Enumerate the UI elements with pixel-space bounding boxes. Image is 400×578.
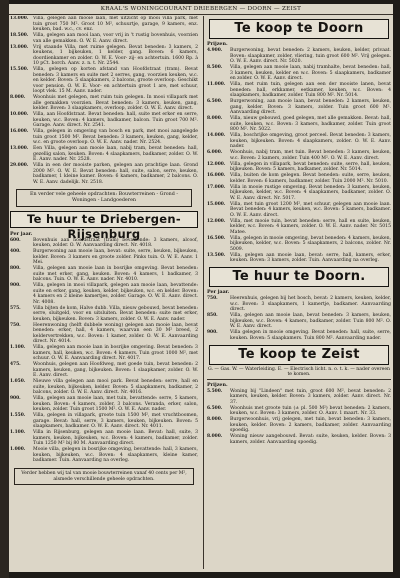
listing-item [10, 447, 198, 464]
listing-price: 16.500. [207, 235, 226, 241]
listing-price: 4.900. [207, 48, 223, 53]
listing-item [207, 82, 391, 99]
listings-huur-driebergen [10, 238, 198, 465]
listing-price: 5.500. [207, 388, 223, 394]
listing-item [207, 434, 391, 445]
listings-koop-driebergen [10, 16, 198, 186]
listing-item [207, 65, 391, 82]
listing-item [10, 323, 198, 345]
listing-text: Villa, gelegen aan mooie laan in bosrijke omgeving. Bevat beneden: suite met erker, gang, keuken. Boven: 4 kamers, 1 badkamer, 3 balcons. Tuin. O. W. E. Aanv. nader. Nr. 4010. [33, 266, 198, 282]
listing-price: 8.000. [207, 434, 223, 439]
listing-price: 10.000. [10, 112, 29, 117]
listing-text: Villa, gelegen aan mooie laan, bevat: serre, hall, kamers, erker, keuken. Boven: 3 kamers, zolder. Tuin. Aanvaarding na overleg. [230, 252, 391, 263]
listing-price: 13.000. [10, 146, 29, 151]
listing-item [207, 417, 391, 434]
listing-price: 15.000. [207, 201, 226, 207]
listing-text: Heerenwoning (helft dubbele woning) gelegen aan mooie laan, bevat beneden: erker, hall, 4 kamers, waarvan een 30 M² breed, 2 keldervertrekken, w.c. Boven: 1 kamer, zolder. O. W. E. Aanvaarding direct. Nr. 4014. [33, 322, 198, 344]
listing-text: Villa, gelegen op korten afstand van Hoofdstraat (tram). Bevat beneden: 3 kamers en suite met 2 serres, gang, voorzien keuken, w.c. en kelder. Boven: 5 slaapkamers, 2 balcons, groote overloop. Geschikt voor pension. O. W. E. Voor- en achtertuin groot 1 are, met schuur, loopt vlek. 15 M. Aanv. nader. [33, 67, 198, 94]
listing-price: 900. [10, 396, 21, 401]
listing-text: Woning bij "Lindeen" met tuin, groot 600 M², bevat beneden: 2 kamers, keuken, kelder. Boven: 3 kamers, zolder. Aanv. direct. Nr. 37. [230, 388, 391, 405]
listing-text: Een Villa, gelegen aan mooie laan, nabij tram, bevat beneden: hall, gezellig salon, keuken. Boven: 4 slaapkamers, badkamer, zolder. O. W. E. Aanv. nader. Nr. 2528. [33, 146, 198, 162]
listing-price: 1.000. [10, 447, 26, 452]
listing-item [207, 202, 391, 219]
listing-text: Villa in mooie rustige omgeving. Bevat beneden: 3 kamers, keuken, bijkeuken, kelder, w.c. Boven: 4 slaapkamers, badkamer, zolder. O. W. E. Aanv. direct. Nr. 5017. [230, 184, 391, 201]
listing-item [10, 249, 198, 266]
listing-price: 29.000. [10, 163, 29, 168]
listing-separator [10, 464, 198, 465]
listing-item [10, 129, 198, 146]
listing-price: 6.500. [207, 99, 223, 104]
listing-price: 11.000. [207, 82, 226, 87]
listing-text: Villa, gelegen in mooie omgeving, bevat beneden: 4 kamers, keuken, bijkeuken, kelder, w.c. Boven: 5 slaapkamers, 2 balcons, zolder. Nr. 5009. [230, 235, 391, 252]
listing-text: Woonhuis, nabij tram, met tuin. Bevat beneden: 3 kamers, keuken, w.c. Boven: 2 kamers, zolder. Tuin 400 M². O. W. E. Aanv. direct. [230, 150, 391, 161]
listing-price: 475. [10, 362, 21, 367]
listing-text: Villa, gelegen in mooi villapark, gelegen aan mooie laan, bevattende: suite en erker, gang, keuken, kelder, bijkeuken, w.c. en kelder. Boven: 4 kamers en 2 kleine kamertjes, zolder. Garage. O. W. E. Aanv. direct. Nr. 4008. [33, 283, 198, 305]
listing-price: 900. [207, 330, 218, 335]
listing-text: Villa, gelegen aan mooi laan, voor vrij in 't rustig bovenhuis, voorzien van alle gemakken. O. W. E. Aanv. direct. [33, 33, 198, 44]
listing-item [207, 219, 391, 236]
other-assignments-notice: En verder vele geheele opdrachten: Bouwterreinen - Grond - Woningen - Landgoederen [16, 189, 192, 207]
huur-driebergen-title: Te huur te Driebergen-Rijsenburg [10, 211, 198, 228]
huur-doorn-title: Te huur te Doorn. [209, 267, 389, 287]
listing-text: Villa, gelegen in villapark, groote tuin 1500 M², met vruchtboomen, garage. Bevat: hall, serre, 3 kamers, keuken, bijkeuken. Boven: 5 slaapkamers, badkamer. O. W. E. Aanv. direct. Nr. 4011. [33, 413, 198, 429]
listing-separator [207, 445, 391, 446]
listing-text: Villa, gelegen aan mooie laan, nabij tramhalte, bevat beneden: hall, 3 kamers, keuken, kelder en w.c. Boven: 5 slaapkamers, badkamer en zolder. O. W. E. Aanv. direct. [230, 65, 391, 81]
listing-price: 16.000. [10, 129, 29, 134]
listing-price: 8.000. [207, 116, 223, 121]
per-jaar-label: Per jaar. [10, 230, 33, 237]
listing-item [207, 99, 391, 116]
listing-item [207, 389, 391, 406]
listing-text: Nieuwe villa gelegen aan mooi park. Bevat beneden: serre, hall en suite, keuken, bijkeuken, kelder. Boven: 5 slaapkamers, badkamer, 2 balcons, zolder. O. W. E. Aanv. direct. Nr. 4016. [33, 379, 198, 395]
listing-item [10, 45, 198, 67]
listing-text: Villa, gelegen aan mooie laan, met tuin, bevattende: serre, 5 kamers, keuken. Boven: 4 kamers, zolder, 3 balcons. Veranda, erker, salon, keuken, zolder. Tuin groot 1500 M². O. W. E. Aanv. nader. [33, 396, 198, 412]
listing-item [10, 163, 198, 185]
listing-text: Villa, met ruim tuin, gelegen aan een der mooiste lanen, bevat beneden: hall, erkkamer, eetkamer, keuken, w.c. Boven: 4 slaapkamers, badkamer, zolder. Tuin 800 M². Nr. 5014. [230, 82, 391, 98]
koop-doorn-title: Te koop te Doorn [209, 19, 389, 39]
listing-text: Woonhuis met groote tuin (± pl. 500 M²) bevat beneden: 2 kamers, keuken, w.c. Boven: 3 kamers, zolder. O. Aanv. 1 maart. Nr. 33. [230, 405, 391, 416]
abbreviation-legend: G. — Gas. W. — Waterleiding. E. — Electrisch licht. n. o. t. k. — nader overeen te komen. [207, 367, 391, 380]
listing-price: 14.000. [207, 133, 226, 138]
listing-text: Burgerwoonhuis, vrij gelegen, met tuin, bevat beneden: 3 kamers, keuken, kelder. Boven: 2 kamers, badkamer, zolder. Aanvaarding spoedig. [230, 417, 391, 433]
listing-text: Villa, boschrijke omgeving, groot perceel. Bevat beneden: 3 kamers, keuken, bijkeuken. Boven: 4 slaapkamers, zolder. O. W. E. Aanv. nader. [230, 133, 391, 149]
listing-text: Villa bijten de kom, Halve dubb. Villa, nieuw gebouwd, bevat beneden: serre, sluitgeld, voor en uitsluiten. Bevat beneden: suite met erker, keuken, bijkeuken. Boven: 3 kamers, zolder. O. W. E. Aanv. nader. [33, 305, 198, 322]
listing-price: 400. [10, 249, 21, 254]
listing-item [207, 236, 391, 253]
listing-item [207, 253, 391, 264]
listing-item [10, 16, 198, 33]
listing-text: Villa, gelegen aan mooie laan in bosrijke omgeving. Bevat beneden: 3 kamers, hall, keuken, w.c. Boven: 4 kamers. Tuin groot 1000 M², met schuur. O. W. E. Aanvaarding direct. Nr. 4017. [33, 345, 198, 361]
listing-price: 15.500. [10, 67, 29, 72]
listing-price: 900. [10, 283, 21, 288]
listing-item [207, 185, 391, 202]
masthead: KRAAL'S WONINGCOURANT DRIEBERGEN — DOORN — ZEIST [9, 4, 393, 15]
listing-text: Villa, nieuw gebouwd, goed gelegen, met alle gemakken. Bevat: hall, suite, keuken, w.c. Boven: 3 kamers, badkamer, zolder. Tuin groot 800 M². Nr. 5022. [230, 116, 391, 132]
koop-zeist-title: Te koop te Zeist [209, 345, 389, 365]
listing-item [10, 396, 198, 413]
listing-price: 13.500. [207, 252, 226, 258]
listing-text: Woning nieuw aangebouwd. Bevat: suite, keuken, kelder. Boven: 3 kamers, zolder. Aanvaarding spoedig. [230, 434, 391, 445]
listing-text: Villa, gelegen in omgeving van bosch en park, met mooi aangelegde tuin groot 1500 M². Bevat beneden: 3 kamers, keuken, gang, kelder, w.c. en groote overloop. O. W. E. Aanv. nader. Nr. 2524. [33, 129, 198, 145]
listing-price: 600. [10, 237, 21, 243]
listing-item [10, 238, 198, 249]
listing-item [207, 150, 391, 161]
listing-item [10, 413, 198, 430]
listing-price: 1.100. [10, 430, 26, 435]
listing-item [10, 112, 198, 129]
listing-item [10, 33, 198, 44]
listing-item [10, 345, 198, 362]
listing-item [207, 296, 391, 313]
listing-price: 13.000. [10, 44, 29, 50]
listing-text: Heerenhuis, gelegen bij het bosch, bevat: 2 kamers, keuken, kelder, w.c. Boven: 3 slaapkamers, 1 kamertje, badkamer. Aanvaarding direct. [230, 296, 391, 312]
listing-text: Burgerwoning, bevat beneden: 2 kamers, keuken, kelder, privaat. Boven: slaapkamer, zolder, vliering, tuin groot 600 M². Vrij gelegen. O. W. E. Aanv. direct. Nr. 5020. [230, 48, 391, 64]
listing-item [10, 266, 198, 283]
listing-text: Woonhuis met gelegen, met ruim tuin gelegen. In mooi villapark met alle gemakken voorzien. Bevat beneden: 3 kamers, keuken, gang, kelder. Boven: 3 slaapkamers, overloop, zolder. O. W. E. Aanv. direct. [33, 95, 198, 111]
listing-separator [207, 341, 391, 342]
listing-price: 6.500. [207, 405, 223, 411]
listing-item [10, 306, 198, 323]
listing-text: Villa, gelegen aan mooie laan, met uitzicht op mooi villa park, met tuin groot 750 M². Groot 10 M², schuurtje, garage, 9 kamers, enz. keuken, bad. w.c., cv. enz. [33, 16, 198, 32]
listings-huur-doorn [207, 296, 391, 342]
listing-price: 8.000. [207, 417, 223, 422]
listing-item [10, 146, 198, 163]
per-jaar-label-doorn: Per jaar. [207, 289, 230, 295]
listing-price: 1.050. [10, 379, 26, 384]
listing-price: 16.000. [207, 173, 226, 178]
footer-note: Verder hebben wij tal van mooie bouwterreinen vanaf 40 cents per M², alsmede verschillende geheele opdrachten. [14, 468, 194, 485]
listing-item [207, 162, 391, 173]
listing-item [207, 48, 391, 65]
listing-text: Villa gelegen in mooie omgeving. Bevat beneden: hall, suite, serre, keuken. Boven: 5 slaapkamers. Tuin 800 M². Aanvaarding nader. [230, 330, 391, 341]
listing-item [10, 379, 198, 396]
listing-price: 8.000. [10, 95, 26, 100]
left-column [10, 16, 198, 569]
listings-koop-doorn [207, 48, 391, 264]
listing-price: 850. [207, 313, 218, 318]
listing-price: 13.000. [10, 16, 29, 21]
listing-item [207, 406, 391, 417]
listing-price: 12.000. [207, 218, 226, 224]
listing-price: 800. [10, 266, 21, 271]
listing-price: 575. [10, 305, 21, 311]
listing-text: Villa, aan Hoofdstraat. Bevat beneden: hall, suite met erker en serre, keuken, w.c. Boven: 4 kamers, badkamer, balcon. Tuin groot 700 M². Garage. Aanv. direct. Nr. 2541. [33, 112, 198, 128]
listing-text: Mooie villa, gelegen in bosrijke omgeving, bevattende: hall, 3 kamers, keuken, bijkeuken, w.c. Boven: 4 slaapkamers, kleine kamer, badkamer. Tuin. Aanvaarding na overleg. [33, 447, 198, 463]
listing-separator [10, 185, 198, 186]
listing-item [10, 362, 198, 379]
listing-price: 18.500. [10, 33, 29, 38]
listing-text: Woonhuis, gelegen aan Hoofdweg, met goede tuin, bevat beneden: 2 kamers, keuken, gang, bijkeuken. Boven: 1 slaapkamer, zolder. O. W. E. Aanv. direct. [33, 362, 198, 378]
listing-price: 6.000. [207, 150, 223, 155]
listing-item [10, 67, 198, 95]
listing-text: Villa, buiten de kom gelegen. Bevat beneden: suite, serre, keuken, kelder. Boven: 6 kamers, badkamer, zolder. Tuin 2000 M². Nr. 5010. [230, 173, 391, 184]
listing-item [10, 283, 198, 305]
listing-item [207, 173, 391, 184]
listing-price: 1.100. [10, 345, 26, 350]
listing-text: Villa, met tuin groot 1200 M², met schuur, gelegen aan mooie laan. Bevat beneden: 4 kamers, keuken, w.c. Boven: 5 kamers, badkamer. O. W. E. Aanv. direct. [230, 201, 391, 218]
listing-text: Burgerwoning aan mooie laan, bevat: suite, serre, keuken, bijkeuken, kelder. Boven: 3 kamers en groote zolder. Pinks tuin. O. W. E. Aanv. 1 Mei. [33, 249, 198, 265]
listing-text: Villa, met mooie tuin, bevat beneden: serre, hall en suite, keuken, kelder, w.c. Boven: 4 kamers, zolder. O. W. E. Aanv. nader. Nr. 5015 Matee. [230, 218, 391, 235]
listing-text: Vrij staande Villa, met ruime gelegen. Bevat beneden: 3 kamers, 2 keukens, 1 bijkeuken, 1 kelder, gang. Boven: 6 kamers, doordienkamer en zolder. O. W. E. Voor- zij- en achtertuin. 1600 Rp. à 10 pCt. borch. Aanv. z. n. t. Nr. 2544. [33, 44, 198, 66]
listing-price: 750. [207, 296, 218, 301]
listing-text: Burgerwoning, aan mooie laan, bevat beneden: 2 kamers, keuken, gang, kelder. Boven: 3 kamers, zolder. Tuin groot 600 M². Aanvaarding direct. [230, 99, 391, 115]
right-column [203, 16, 391, 569]
prijzen-label-zeist: Prijzen. [207, 381, 228, 388]
listing-price: 1.550. [10, 413, 26, 418]
listing-price: 12.000. [207, 161, 226, 167]
listing-item [207, 116, 391, 133]
listing-price: 17.000. [207, 184, 226, 190]
listing-item [207, 313, 391, 330]
listings-koop-zeist [207, 389, 391, 446]
listing-text: Villa, gelegen in villapark, bevat beneden: suite, serre, hall, keuken, bijkeuken. Boven: 5 kamers, badkamer, zolder. Nr. 5014. [230, 161, 391, 172]
listing-price: 8.500. [207, 65, 223, 70]
newspaper-page [9, 4, 393, 572]
listing-separator [207, 264, 391, 265]
prijzen-label: Prijzen. [207, 41, 228, 47]
page-binding [0, 0, 9, 578]
listing-item [10, 95, 198, 112]
listing-text: Villa, gelegen aan mooie laan, bevat beneden: 3 kamers, keuken, bijkeuken, w.c. Boven: 4 kamers, badkamer, zolder. Tuin 800 M². O. W. E. Aanv. direct. [230, 313, 391, 329]
listing-item [207, 330, 391, 341]
listing-item [207, 133, 391, 150]
listing-price: 750. [10, 322, 21, 328]
listing-text: Villa in Rijsenburg, gelegen aan mooie laan. Bevat: hall, suite, 3 kamers, keuken, bijkeuken, w.c. Boven: 4 kamers, badkamer, zolder. Tuin 1250 M² bij 80 M. Aanvaarding direct. [33, 430, 198, 446]
listing-item [10, 430, 198, 447]
listing-text: Villa in een der mooiste parken, gelegen aan prachtige laan. Grond 2000 M². O. W. E. Bevat beneden: hall, suite, salon, serre, keuken, badkamer, 1 kleine kamer. Boven: 6 kamers, badkamer, 2 balcons. O. W. E. Aanv. dadelijk. Nr. 2518. [33, 163, 198, 185]
listing-text: Bovenhuis aan hoofdstraat (tram) bevattende: 3 kamers, alcoof, keuken, zolder. O. W. Aanvaarding direct. Nr. 4018. [33, 237, 198, 248]
